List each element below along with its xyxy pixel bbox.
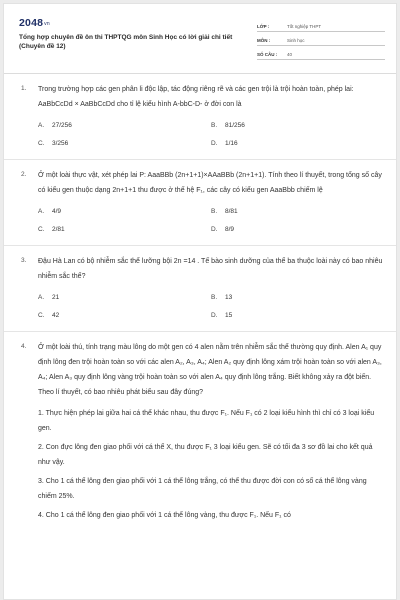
option-label: B.	[211, 208, 218, 215]
document-meta	[257, 18, 385, 60]
logo-suffix: vn	[44, 21, 50, 27]
option-label: A.	[38, 208, 45, 215]
option-d[interactable]	[211, 140, 384, 149]
meta-row-subject	[257, 32, 385, 46]
option-label: A.	[38, 122, 45, 129]
option-label: B.	[211, 122, 218, 129]
meta-value: 40	[287, 52, 293, 57]
meta-value: Tốt nghiệp THPT	[287, 24, 322, 29]
option-text: 2/81	[52, 226, 65, 233]
question-text: Đậu Hà Lan có bộ nhiễm sắc thể lưỡng bội 2n =14 . Tế bào sinh dưỡng của thể ba thuộc loài này có bao nhiêu nhiễm sắc thể?	[38, 258, 383, 280]
option-text: 8/9	[225, 226, 235, 233]
option-b[interactable]	[211, 122, 384, 131]
option-text: 27/256	[52, 122, 72, 129]
option-label: B.	[211, 294, 218, 301]
question-text: Ở một loài thú, tính trạng màu lông do một gen có 4 alen nằm trên nhiễm sắc thể thường quy định. Alen A₁ quy định lông đen trội hoàn toàn so với các alen A₂, A₃, A₄; Alen A₂ quy định lông xám trội hoàn toàn so với alen A₃, A₄; Alen A₃ quy định lông vàng trội hoàn toàn so với alen A₄ quy định lông trắng. Biết không xảy ra đột biến. Theo lí thuyết, có bao nhiêu phát biểu sau đây đúng?	[38, 344, 382, 396]
option-label: D.	[211, 140, 218, 147]
meta-row-class	[257, 18, 385, 32]
option-label: A.	[38, 294, 45, 301]
option-label: C.	[38, 226, 45, 233]
option-label: D.	[211, 312, 218, 319]
option-text: 13	[225, 294, 233, 301]
option-d[interactable]	[211, 226, 384, 235]
option-c[interactable]	[38, 312, 211, 321]
question-number: 3.	[21, 257, 27, 264]
document-page	[3, 3, 397, 600]
question-divider	[4, 331, 397, 332]
meta-key: LỚP :	[257, 24, 270, 29]
option-b[interactable]	[211, 208, 384, 217]
option-b[interactable]	[211, 294, 384, 303]
meta-row-question-count	[257, 46, 385, 60]
meta-key: SỐ CÂU :	[257, 52, 278, 57]
answer-options	[38, 294, 384, 321]
option-text: 1/16	[225, 140, 238, 147]
question-divider	[4, 159, 397, 160]
option-label: D.	[211, 226, 218, 233]
meta-key: MÔN :	[257, 38, 271, 43]
option-text: 21	[52, 294, 60, 301]
option-a[interactable]	[38, 122, 211, 131]
option-c[interactable]	[38, 226, 211, 235]
option-label: C.	[38, 312, 45, 319]
question-4	[4, 340, 397, 523]
header-divider	[4, 73, 397, 74]
question-divider	[4, 245, 397, 246]
option-text: 42	[52, 312, 60, 319]
question-text: Ở một loài thực vật, xét phép lai P: AaaBBb (2n+1+1)×AAaBBb (2n+1+1). Tính theo lí thuyết, trong tổng số cây có kiểu gen thuộc dạng 2n+1+1 thu được ở thế hệ F₁, các cây có kiểu gen AaaBbb chiếm lệ	[38, 172, 382, 194]
option-text: 81/256	[225, 122, 245, 129]
question-2	[4, 168, 397, 235]
question-1	[4, 82, 397, 149]
site-logo[interactable]	[19, 17, 50, 29]
question-number: 4.	[21, 343, 27, 350]
question-number: 1.	[21, 85, 27, 92]
answer-options	[38, 122, 384, 149]
answer-options	[38, 208, 384, 235]
option-label: C.	[38, 140, 45, 147]
statement-3: 3. Cho 1 cá thể lông đen giao phối với 1 cá thể lông trắng, có thể thu được đời con có số cá thể lông vàng chiếm 25%.	[38, 478, 367, 500]
question-3	[4, 254, 397, 321]
question-text: Trong trường hợp các gen phân li độc lập, tác động riêng rẽ và các gen trội là trội hoàn toàn, phép lai: AaBbCcDd × AaBbCcDd cho tỉ lệ kiểu hình A-bbC-D- ở đời con là	[38, 86, 354, 108]
statement-2: 2. Con đực lông đen giao phối với cá thể X, thu được F₁ 3 loại kiểu gen. Sẽ có tối đa 3 sơ đồ lai cho kết quả như vậy.	[38, 444, 373, 466]
document-title: Tổng hợp chuyên đề ôn thi THPTQG môn Sinh Học có lời giải chi tiết (Chuyên đề 12)	[19, 34, 233, 50]
option-d[interactable]	[211, 312, 384, 321]
question-list	[4, 82, 397, 523]
document-header	[4, 4, 397, 68]
option-text: 4/9	[52, 208, 62, 215]
option-a[interactable]	[38, 294, 211, 303]
option-text: 8/81	[225, 208, 238, 215]
option-a[interactable]	[38, 208, 211, 217]
logo-text: 2048	[19, 17, 44, 29]
option-c[interactable]	[38, 140, 211, 149]
meta-value: Sinh học	[287, 38, 305, 43]
option-text: 3/256	[52, 140, 69, 147]
statement-1: 1. Thực hiện phép lai giữa hai cá thể khác nhau, thu được F₁. Nếu F₁ có 2 loại kiểu hình thì chỉ có 3 loại kiểu gen.	[38, 410, 375, 432]
statement-4: 4. Cho 1 cá thể lông đen giao phối với 1 cá thể lông vàng, thu được F₁. Nếu F₁ có	[38, 512, 291, 519]
option-text: 15	[225, 312, 233, 319]
question-number: 2.	[21, 171, 27, 178]
